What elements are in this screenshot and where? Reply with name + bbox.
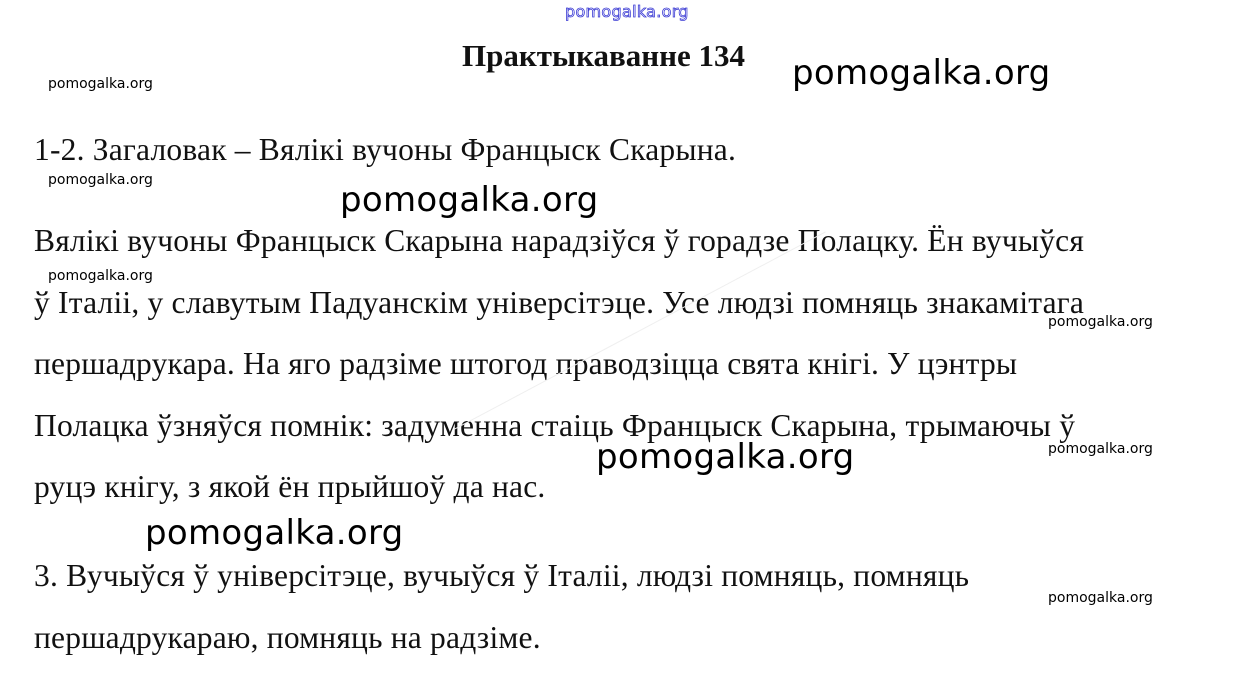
- page-title: Практыкаванне 134: [462, 38, 746, 73]
- watermark-small: pomogalka.org: [1048, 441, 1153, 457]
- paragraph-line-8: першадрукараю, помняць на радзіме.: [34, 620, 541, 655]
- watermark-large: pomogalka.org: [596, 437, 855, 477]
- paragraph-line-2: Вялікі вучоны Францыск Скарына нарадзіўся ў горадзе Полацку. Ён вучыўся: [34, 223, 1085, 258]
- watermark-small: pomogalka.org: [1048, 590, 1153, 606]
- watermark-small: pomogalka.org: [48, 172, 153, 188]
- watermark-top: pomogalka.org: [565, 2, 689, 21]
- paragraph-line-7: 3. Вучыўся ў універсітэце, вучыўся ў Італіі, людзі помняць, помняць: [34, 558, 970, 593]
- paragraph-line-4: першадрукара. На яго радзіме штогод праводзіцца свята кнігі. У цэнтры: [34, 346, 1018, 381]
- watermark-large: pomogalka.org: [145, 513, 404, 553]
- watermark-small: pomogalka.org: [48, 76, 153, 92]
- watermark-large: pomogalka.org: [340, 180, 599, 220]
- paragraph-line-6: руцэ кнігу, з якой ён прыйшоў да нас.: [34, 469, 546, 504]
- watermark-small: pomogalka.org: [48, 268, 153, 284]
- paragraph-line-3: ў Італіі, у славутым Падуанскім універсітэце. Усе людзі помняць знакамітага: [34, 285, 1085, 320]
- paragraph-line-1: 1-2. Загаловак – Вялікі вучоны Францыск Скарына.: [34, 132, 737, 167]
- watermark-small: pomogalka.org: [1048, 314, 1153, 330]
- paragraph-line-5: Полацка ўзняўся помнік: задуменна стаіць Францыск Скарына, трымаючы ў: [34, 408, 1076, 443]
- watermark-large: pomogalka.org: [792, 53, 1051, 93]
- faint-diagonal-line: [454, 231, 825, 429]
